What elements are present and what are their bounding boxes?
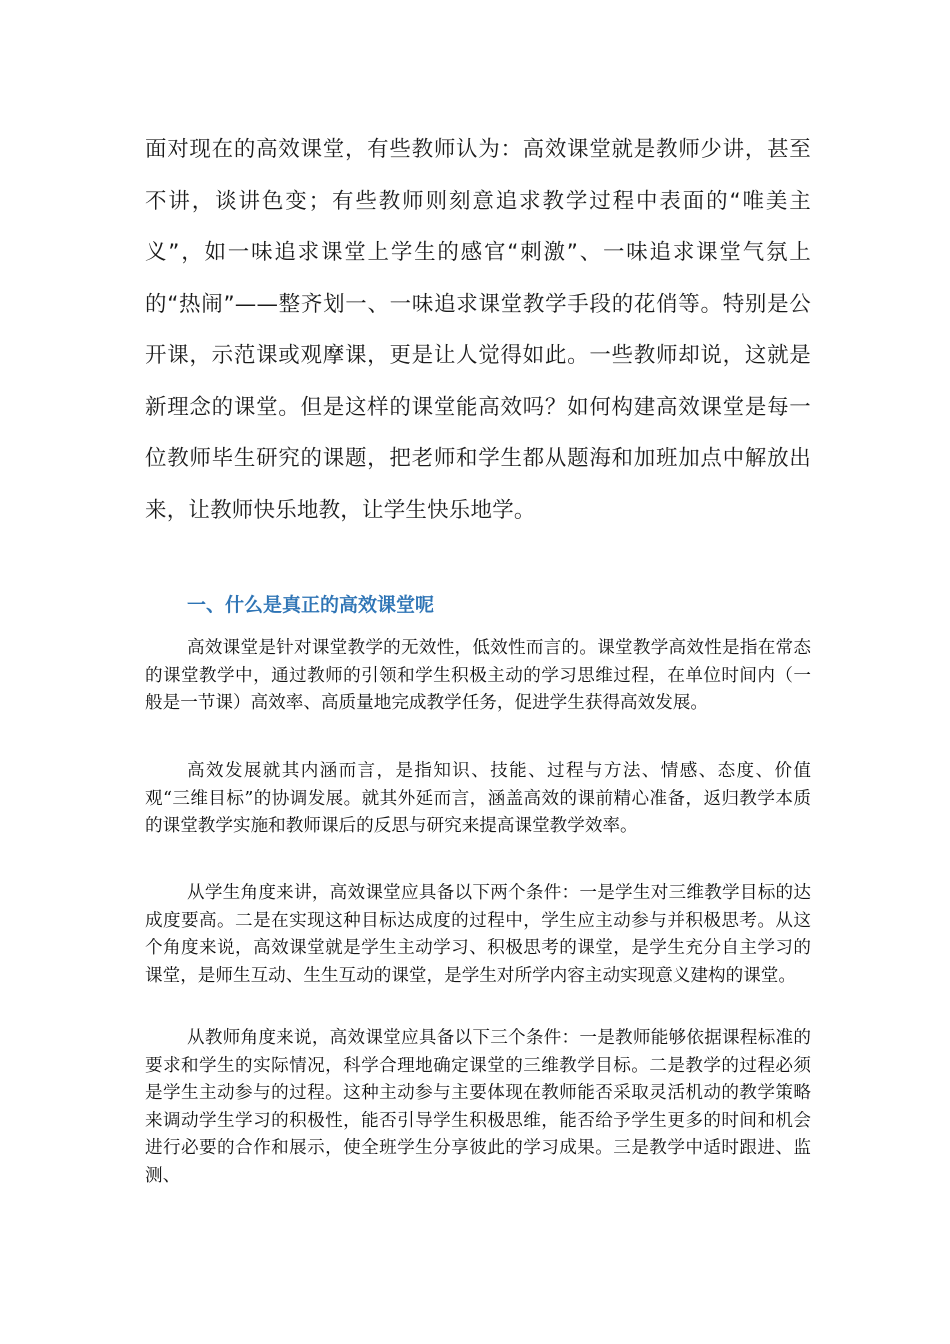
body-paragraph-2: 高效发展就其内涵而言，是指知识、技能、过程与方法、情感、态度、价值观“三维目标”的协调发展。就其外延而言，涵盖高效的课前精心准备，返归教学本质的课堂教学实施和教师课后的反思与研究来提高课堂教学效率。 (145, 761, 811, 836)
body-paragraph-3: 从学生角度来讲，高效课堂应具备以下两个条件：一是学生对三维教学目标的达成度要高。二是在实现这种目标达成度的过程中，学生应主动参与并积极思考。从这个角度来说，高效课堂就是学生主动学习、积极思考的课堂，是学生充分自主学习的课堂，是师生互动、生生互动的课堂，是学生对所学内容主动实现意义建构的课堂。 (145, 883, 811, 986)
section-heading: 一、什么是真正的高效课堂呢 (187, 594, 435, 616)
body-paragraph-1: 高效课堂是针对课堂教学的无效性，低效性而言的。课堂教学高效性是指在常态的课堂教学中，通过教师的引领和学生积极主动的学习思维过程，在单位时间内（一般是一节课）高效率、高质量地完成教学任务，促进学生获得高效发展。 (145, 638, 811, 713)
body-paragraph-4: 从教师角度来说，高效课堂应具备以下三个条件：一是教师能够依据课程标准的要求和学生的实际情况，科学合理地确定课堂的三维教学目标。二是教学的过程必须是学生主动参与的过程。这种主动参与主要体现在教师能否采取灵活机动的教学策略来调动学生学习的积极性，能否引导学生积极思维，能否给予学生更多的时间和机会进行必要的合作和展示，使全班学生分享彼此的学习成果。三是教学中适时跟进、监测、 (145, 1028, 811, 1186)
intro-paragraph: 面对现在的高效课堂，有些教师认为：高效课堂就是教师少讲，甚至不讲，谈讲色变；有些教师则刻意追求教学过程中表面的“唯美主义”，如一味追求课堂上学生的感官“刺激”、一味追求课堂气氛上的“热闹”——整齐划一、一味追求课堂教学手段的花俏等。特别是公开课，示范课或观摩课，更是让人觉得如此。一些教师却说，这就是新理念的课堂。但是这样的课堂能高效吗？如何构建高效课堂是每一位教师毕生研究的课题，把老师和学生都从题海和加班加点中解放出来，让教师快乐地教，让学生快乐地学。 (145, 137, 811, 523)
